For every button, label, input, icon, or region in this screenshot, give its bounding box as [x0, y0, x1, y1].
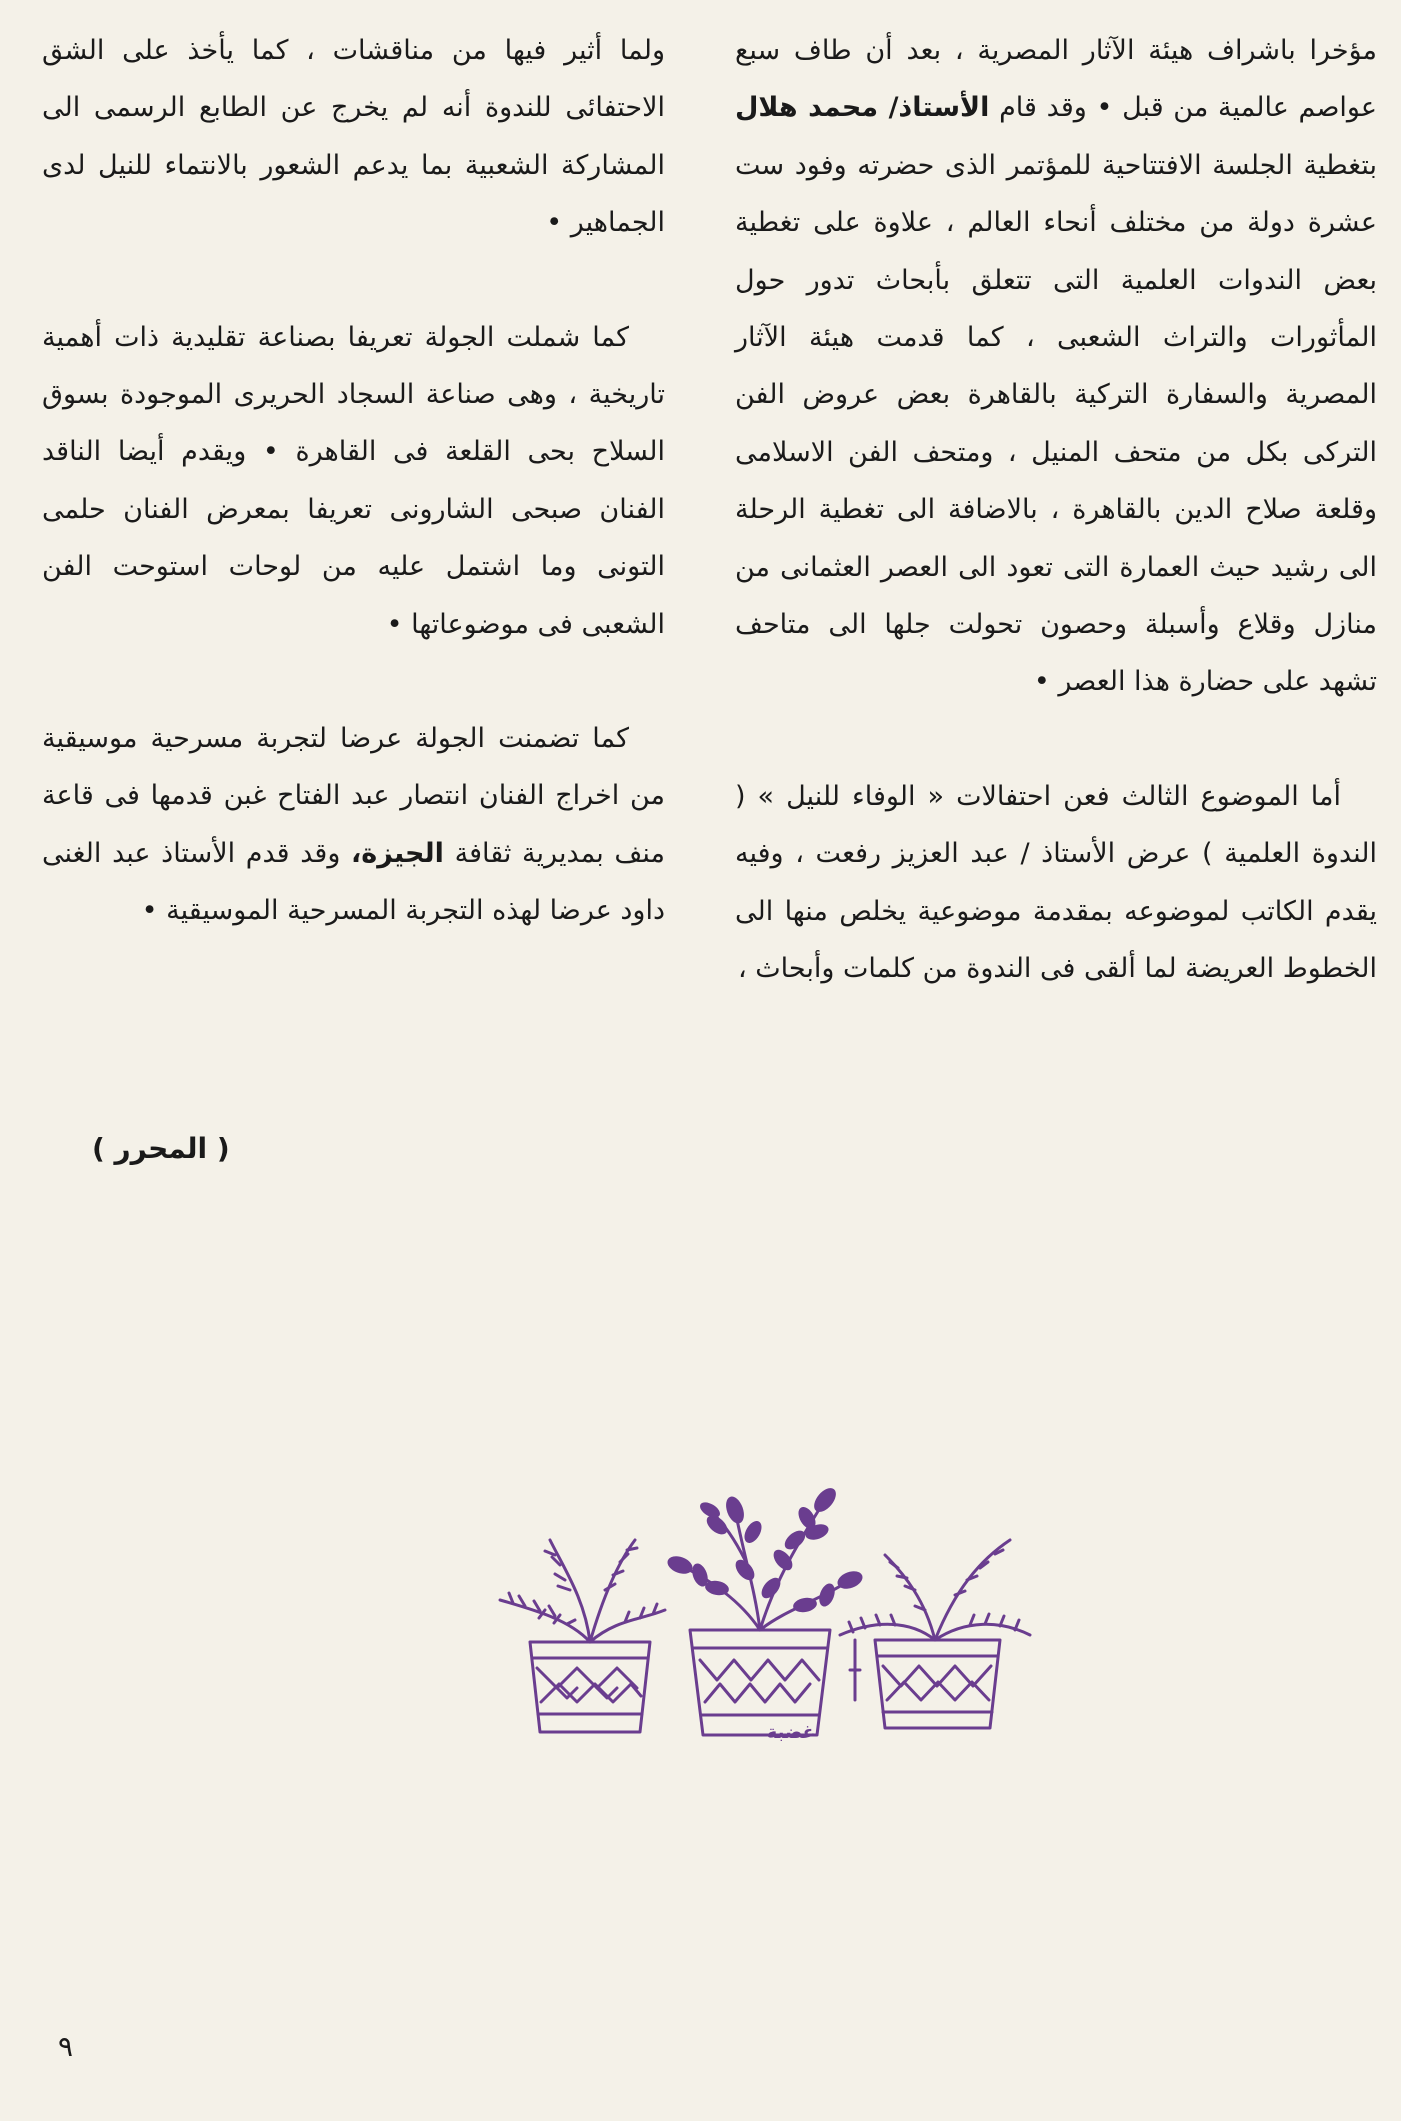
right-text-column	[735, 22, 1377, 1055]
page-number: ٩	[58, 2030, 74, 2063]
paragraph: أما الموضوع الثالث فعن احتفالات « الوفاء للنيل » ( الندوة العلمية ) عرض الأستاذ / عبد العزيز رفعت ، وفيه يقدم الكاتب لموضوعه بمقدمة موضوعية يخلص منها الى الخطوط العريضة لما ألقى فى الندوة من كلمات وأبحاث ،	[735, 780, 1377, 985]
paragraph: ولما أثير فيها من مناقشات ، كما يأخذ على الشق الاحتفائى للندوة أنه لم يخرج عن الطابع الرسمى الى المشاركة الشعبية بما يدعم الشعور بالانتماء للنيل لدى الجماهير •	[42, 35, 665, 239]
left-pot	[500, 1540, 665, 1732]
right-pot	[840, 1540, 1030, 1728]
potted-plants-illustration	[455, 1470, 1115, 1745]
text-run: وقد قدم الأستاذ عبد الغنى داود عرضا لهذه التجربة المسرحية الموسيقية •	[42, 837, 665, 927]
text-run: كما تضمنت الجولة عرضا لتجربة مسرحية موسيقية من اخراج الفنان انتصار عبد الفتاح غبن قدمها فى قاعة منف بمديرية ثقافة	[42, 723, 665, 869]
artist-signature: غضبة	[766, 1722, 815, 1743]
paragraph	[735, 22, 1377, 711]
editor-signature: ( المحرر )	[92, 1132, 230, 1165]
text-run: مؤخرا باشراف هيئة الآثار المصرية ، بعد أن طاف سبع عواصم عالمية من قبل • وقد قام	[735, 35, 1377, 124]
paragraph: كما شملت الجولة تعريفا بصناعة تقليدية ذات أهمية تاريخية ، وهى صناعة السجاد الحريرى الموجودة بسوق السلاح بحى القلعة فى القاهرة • ويقدم أيضا الناقد الفنان صبحى الشارونى تعريفا بمعرض الفنان حلمى التونى وما اشتمل عليه من لوحات استوحت الفن الشعبى فى موضوعاتها •	[42, 321, 665, 640]
author-name: الأستاذ/ محمد هلال	[735, 92, 990, 124]
text-run: بتغطية الجلسة الافتتاحية للمؤتمر الذى حضرته وفود ست عشرة دولة من مختلف أنحاء العالم ، علاوة على تغطية بعض الندوات العلمية التى تتعلق بأبحاث تدور حول المأثورات والتراث الشعبى ، كما قدمت هيئة الآثار المصرية والسفارة التركية بالقاهرة بعض عروض الفن التركى بكل من متحف المنيل ، ومتحف الفن الاسلامى وقلعة صلاح الدين بالقاهرة ، بالاضافة الى تغطية الرحلة الى رشيد حيث العمارة التى تعود الى العصر العثمانى من منازل وقلاع وأسبلة وحصون تحولت جلها الى متاحف تشهد على حضارة هذا العصر •	[735, 149, 1377, 698]
text-run-bold: الجيزة،	[351, 837, 444, 869]
paragraph	[42, 710, 665, 940]
left-text-column	[42, 22, 665, 997]
